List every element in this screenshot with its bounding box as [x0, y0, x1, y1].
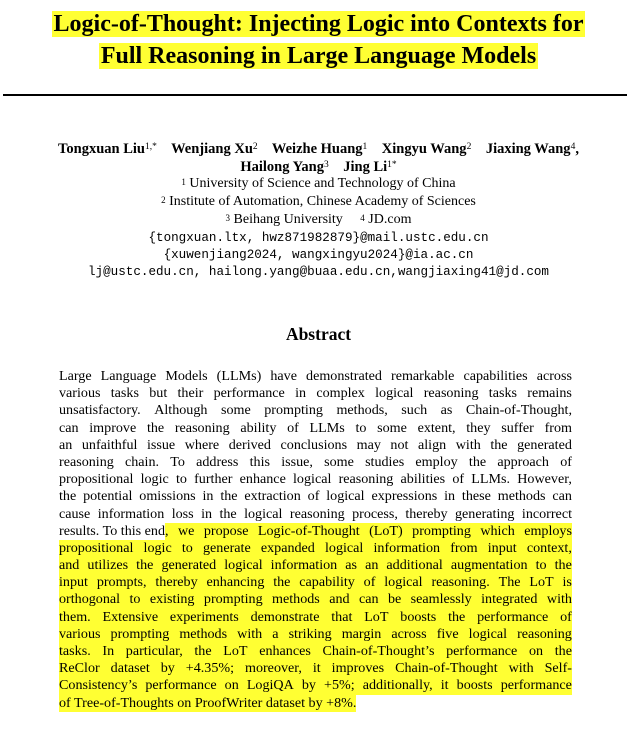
word: (LoT) — [369, 522, 403, 539]
word: performance — [213, 385, 285, 402]
word: an — [59, 436, 73, 453]
author-sup: 4 — [570, 142, 576, 152]
word: but — [149, 385, 168, 402]
word: Large — [59, 368, 92, 384]
word: in — [202, 488, 214, 505]
word: of — [363, 574, 376, 591]
abstract-text: results. To this end — [59, 522, 166, 539]
word: from — [544, 419, 572, 436]
word: the — [273, 574, 291, 591]
author-name: Hailong Yang — [240, 159, 324, 175]
word: reasoning — [423, 385, 479, 402]
word: demonstrate — [250, 608, 320, 625]
word: methods — [272, 591, 320, 608]
word: employs — [524, 522, 572, 539]
word: potential — [83, 488, 133, 505]
word: Consistency’s — [59, 677, 138, 694]
word: tasks. — [59, 643, 91, 659]
word: across — [536, 368, 572, 384]
word: Models — [165, 368, 208, 384]
word: to — [181, 539, 193, 556]
word: input — [59, 574, 88, 591]
word: integrated — [481, 591, 538, 608]
word: The — [498, 574, 521, 591]
word: propositional — [59, 539, 134, 556]
word: where — [184, 436, 220, 453]
word: incorrect — [521, 505, 572, 522]
word: reasoning. — [431, 574, 490, 591]
abstract-line — [59, 695, 572, 712]
affiliation: $^2$ Institute of Automation, Chinese Academy of Sciences — [161, 194, 476, 209]
word: seamlessly — [410, 591, 472, 608]
word: omissions — [139, 488, 196, 505]
word: with — [546, 591, 572, 608]
word: the — [220, 488, 238, 505]
email-line: {tongxuan.ltx, hwz871982879}@mail.ustc.edu.cn — [148, 231, 489, 245]
author-name: Weizhe Huang — [271, 141, 363, 157]
word: with — [508, 660, 534, 677]
abstract-line — [59, 385, 572, 402]
abstract-line — [59, 402, 572, 419]
word: logical — [325, 539, 364, 556]
abstract-line — [59, 471, 572, 488]
word: abilities — [400, 471, 446, 488]
word: LoT — [223, 643, 248, 659]
word: cause — [59, 505, 91, 522]
word: ReClor — [59, 660, 100, 677]
word: performance — [477, 608, 549, 625]
word: the — [448, 608, 466, 625]
author-sup: 1,* — [144, 142, 157, 152]
word: methods, — [336, 402, 388, 419]
author-sup: 1* — [387, 160, 397, 170]
highlighted-line — [59, 660, 572, 677]
word: extent, — [417, 419, 456, 436]
word: logic — [143, 539, 172, 556]
word: generate — [202, 539, 251, 556]
word: Although — [154, 402, 208, 419]
word: prompting — [203, 591, 263, 608]
highlighted-line — [59, 643, 572, 660]
word: tasks — [110, 385, 139, 402]
word: methods — [179, 625, 228, 642]
word: of — [307, 488, 320, 505]
word: remains — [527, 385, 572, 402]
word: performance — [446, 643, 518, 659]
abstract-line — [59, 420, 572, 437]
word: by — [160, 660, 175, 677]
word: additionally, — [362, 677, 433, 694]
word: generating — [455, 505, 515, 522]
word: derived — [228, 436, 271, 453]
word: logical — [375, 385, 414, 402]
author-list: Tongxuan Liu$^{1,*}$ Wenjiang Xu$^2$ Weizhe Huang$^1$ Xingyu Wang$^2$ Jiaxing Wang$^4$, Hailong Yang$^3$ Jing $Li^{1*}$ — [58, 141, 579, 175]
word: expanded — [260, 539, 315, 556]
word: to — [355, 419, 367, 436]
word: ability — [240, 419, 277, 436]
affiliation: $^1$ University of Science and Technology of China — [181, 176, 456, 191]
word: some — [220, 402, 251, 419]
word: across — [391, 625, 427, 642]
word: be — [387, 591, 402, 608]
word: and — [329, 591, 350, 608]
word: to — [175, 471, 187, 488]
word: logical — [224, 557, 263, 574]
word: as — [440, 402, 453, 419]
word: the — [146, 419, 165, 436]
word: logical — [468, 625, 508, 642]
word: prompting — [264, 402, 323, 419]
word: dataset — [110, 660, 150, 677]
email-line: {xuwenjiang2024, wangxingyu2024}@ia.ac.cn — [163, 248, 474, 262]
word: that — [331, 608, 353, 625]
word: some — [324, 453, 354, 470]
title-line-2: Full Reasoning in Large Language Models — [100, 43, 537, 69]
word: which — [480, 522, 515, 539]
word: unfaithful — [81, 436, 138, 453]
word: , — [165, 522, 169, 539]
word: to — [129, 591, 141, 608]
word: margin — [341, 625, 382, 642]
word: chain. — [125, 453, 160, 470]
word: thereby — [155, 574, 198, 591]
word: to — [535, 557, 547, 574]
word: this — [249, 453, 270, 470]
word: some — [377, 419, 407, 436]
highlighted-line — [59, 626, 572, 643]
word: extraction — [244, 488, 301, 505]
highlighted-line — [59, 677, 572, 694]
word: unsatisfactory. — [59, 402, 141, 419]
word: LLMs — [309, 419, 345, 436]
word: LoT — [364, 608, 389, 625]
word: approach — [497, 453, 549, 470]
word: the — [59, 488, 77, 505]
author-name: Xingyu Wang — [381, 141, 467, 157]
abstract-line — [59, 437, 572, 454]
word: with — [455, 436, 481, 453]
word: Self- — [544, 660, 572, 677]
word: may — [356, 436, 381, 453]
word: information — [373, 539, 441, 556]
word: Extensive — [102, 608, 159, 625]
word: by — [301, 677, 316, 694]
title-line-1: Logic-of-Thought: Injecting Logic into Contexts for — [53, 11, 584, 37]
word: moreover, — [244, 660, 302, 677]
word: reasoning — [59, 453, 114, 470]
highlighted-line — [59, 557, 572, 574]
email-line: lj@ustc.edu.cn, hailong.yang@buaa.edu.cn,wangjiaxing41@jd.com — [87, 265, 549, 279]
word: reasoning — [517, 625, 572, 642]
word: reasoning — [338, 471, 394, 488]
word: address — [196, 453, 239, 470]
word: LLMs. — [471, 471, 511, 488]
word: methods — [497, 488, 546, 505]
word: of — [560, 608, 572, 625]
word: on — [224, 677, 239, 694]
word: additional — [386, 557, 443, 574]
word: input — [487, 539, 517, 556]
highlighted-line — [59, 609, 572, 626]
paper-title — [0, 8, 637, 72]
word: a — [272, 625, 279, 642]
word: logic — [140, 471, 169, 488]
word: experiments — [169, 608, 239, 625]
highlighted-line — [59, 540, 572, 557]
word: LoT — [529, 574, 554, 591]
word: logical — [293, 471, 332, 488]
author-sup: 2 — [466, 142, 472, 152]
word: information — [270, 557, 338, 574]
word: context, — [526, 539, 572, 556]
word: loss — [171, 505, 194, 522]
word: can — [358, 591, 379, 608]
word: logical — [326, 488, 365, 505]
abstract-line — [59, 488, 572, 505]
word: of — [287, 419, 299, 436]
highlighted-text — [165, 523, 572, 540]
author-sup: 3 — [324, 160, 329, 170]
word: of — [452, 471, 465, 488]
word: logical — [384, 574, 423, 591]
abstract-line — [59, 368, 572, 385]
word: in — [201, 505, 213, 522]
word: issue, — [281, 453, 313, 470]
word: (LLMs) — [216, 368, 262, 384]
word: the — [554, 557, 572, 574]
word: such — [401, 402, 428, 419]
word: generated — [517, 436, 572, 453]
word: various — [59, 385, 101, 402]
word: improve — [89, 419, 137, 436]
word: prompting — [110, 625, 170, 642]
highlighted-line — [59, 574, 572, 591]
author-name: Wenjiang Xu — [171, 141, 253, 157]
word: employ — [415, 453, 458, 470]
word: Logic-of-Thought — [257, 522, 360, 539]
word: particular, — [125, 643, 183, 659]
word: process, — [352, 505, 398, 522]
word: can — [59, 419, 79, 436]
word: in — [295, 385, 307, 402]
word: have — [270, 368, 297, 384]
word: can — [552, 488, 572, 505]
word: orthogonal — [59, 591, 121, 608]
word: on — [528, 643, 544, 659]
word: utilizes — [87, 557, 129, 574]
word: the — [136, 557, 154, 574]
word: expressions — [371, 488, 438, 505]
word: enhancing — [206, 574, 265, 591]
author-name: Tongxuan Liu — [58, 141, 145, 157]
word: logical — [244, 505, 283, 522]
author-name: Jing Li — [343, 159, 388, 175]
word: thereby — [405, 505, 448, 522]
author-name: Jiaxing Wang — [485, 141, 571, 157]
word: prompts, — [96, 574, 147, 591]
abstract-line — [59, 523, 572, 540]
word: existing — [149, 591, 195, 608]
word: as — [345, 557, 358, 574]
word: In — [102, 643, 115, 659]
word: issue — [146, 436, 176, 453]
word: Chain-of-Thought — [395, 660, 498, 677]
word: boosts — [400, 608, 437, 625]
word: further — [194, 471, 233, 488]
word: the — [490, 436, 508, 453]
word: various — [59, 625, 101, 642]
word: propose — [203, 522, 249, 539]
affiliation: $^3$ Beihang University $^4$ JD.com — [225, 212, 412, 227]
word: augmentation — [450, 557, 528, 574]
abstract-line — [59, 506, 572, 523]
word: demonstrated — [306, 368, 382, 384]
abstract-line — [59, 454, 572, 471]
word: five — [436, 625, 459, 642]
word: performance — [500, 677, 572, 694]
word: and — [59, 557, 80, 574]
word: capabilities — [463, 368, 528, 384]
word: However, — [517, 471, 572, 488]
word: them. — [59, 608, 91, 625]
word: the — [554, 643, 572, 659]
word: not — [390, 436, 409, 453]
word: propositional — [59, 471, 134, 488]
word: studies — [365, 453, 405, 470]
abstract-heading: Abstract — [285, 324, 352, 344]
word: these — [461, 488, 491, 505]
author-sup: 2 — [252, 142, 258, 152]
word: we — [177, 522, 195, 539]
word: with — [237, 625, 263, 642]
word: Chain-of-Thought’s — [322, 643, 435, 659]
word: reasoning — [289, 505, 345, 522]
word: enhance — [239, 471, 286, 488]
word: LogiQA — [246, 677, 294, 694]
word: tasks — [488, 385, 517, 402]
word: improves — [331, 660, 385, 677]
author-sup: 1 — [362, 142, 368, 152]
word: To — [170, 453, 185, 470]
word: they — [466, 419, 491, 436]
word: align — [417, 436, 447, 453]
word: it — [312, 660, 321, 677]
word: +4.35%; — [185, 660, 235, 677]
word: prompting — [412, 522, 471, 539]
word: suffer — [501, 419, 534, 436]
word: Chain-of-Thought, — [465, 402, 572, 419]
word: Language — [100, 368, 157, 384]
word: in — [444, 488, 456, 505]
word: the — [219, 505, 237, 522]
word: capability — [299, 574, 355, 591]
word: conclusions — [280, 436, 348, 453]
word: their — [177, 385, 204, 402]
word: performance — [145, 677, 217, 694]
highlighted-line — [59, 591, 572, 608]
word: boosts — [456, 677, 493, 694]
word: enhances — [259, 643, 311, 659]
word: is — [562, 574, 572, 591]
title-rule — [3, 94, 627, 96]
word: +5%; — [324, 677, 355, 694]
word: remarkable — [391, 368, 455, 384]
abstract-body — [59, 368, 572, 712]
word: the — [468, 453, 487, 470]
word: it — [440, 677, 449, 694]
word: the — [194, 643, 212, 659]
word: complex — [316, 385, 365, 402]
highlighted-text: of Tree-of-Thoughts on ProofWriter dataset by +8%. — [59, 694, 357, 711]
word: from — [450, 539, 478, 556]
word: information — [97, 505, 165, 522]
word: reasoning — [174, 419, 230, 436]
word: of — [560, 453, 572, 470]
word: generated — [161, 557, 217, 574]
word: striking — [288, 625, 332, 642]
word: an — [365, 557, 379, 574]
